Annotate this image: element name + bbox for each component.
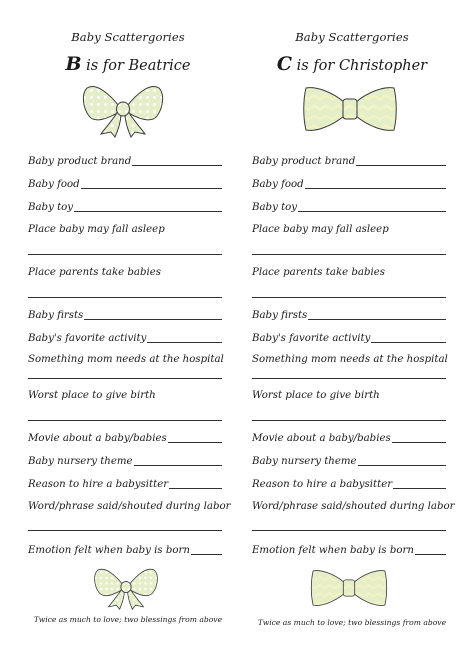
answer-line[interactable]: Baby firsts [28, 308, 222, 322]
card-beatrice [23, 0, 233, 659]
prompt-label: Worst place to give birth [252, 390, 380, 401]
card-title: Baby Scattergories [295, 30, 409, 44]
answer-line[interactable]: Baby toy [28, 200, 222, 214]
card-title: Baby Scattergories [71, 30, 185, 44]
answer-line[interactable] [252, 243, 446, 257]
answer-line[interactable]: Movie about a baby/babies [252, 431, 446, 445]
answer-line[interactable] [252, 409, 446, 423]
answer-line[interactable]: Emotion felt when baby is born [28, 543, 222, 557]
chevron-bowtie-icon [302, 82, 398, 136]
answer-line[interactable]: Baby product brand [252, 154, 446, 168]
answer-line[interactable]: Baby product brand [28, 154, 222, 168]
answer-line[interactable]: Baby food [28, 177, 222, 191]
answer-line[interactable]: Reason to hire a babysitter [28, 477, 222, 491]
polka-dot-bow-icon [81, 80, 165, 138]
card-subtitle [247, 53, 457, 75]
card-christopher [247, 0, 457, 659]
answer-line[interactable]: Baby food [252, 177, 446, 191]
answer-line[interactable] [28, 286, 222, 300]
answer-line[interactable]: Emotion felt when baby is born [252, 543, 446, 557]
card-footer: Twice as much to love; two blessings from above [33, 615, 223, 624]
answer-line[interactable]: Baby nursery theme [252, 454, 446, 468]
prompt-label: Place baby may fall asleep [28, 224, 165, 235]
letter-b: B [65, 53, 82, 75]
answer-line[interactable]: Baby's favorite activity [252, 331, 446, 345]
letter-c: C [276, 53, 293, 75]
prompt-label: Something mom needs at the hospital [252, 354, 448, 365]
answer-line[interactable]: Baby toy [252, 200, 446, 214]
answer-line[interactable] [252, 286, 446, 300]
prompt-label: Place parents take babies [28, 267, 162, 278]
prompt-label: Place parents take babies [252, 267, 386, 278]
card-footer: Twice as much to love; two blessings from above [257, 618, 447, 627]
prompt-label: Word/phrase said/shouted during labor [28, 501, 231, 512]
answer-line[interactable]: Baby nursery theme [28, 454, 222, 468]
subtitle-name: is for Christopher [292, 58, 428, 74]
answer-line[interactable] [252, 367, 446, 381]
answer-line[interactable]: Baby's favorite activity [28, 331, 222, 345]
answer-line[interactable] [28, 367, 222, 381]
polka-dot-bow-icon [91, 564, 161, 610]
answer-line[interactable] [28, 519, 222, 533]
prompt-label: Worst place to give birth [28, 390, 156, 401]
answer-line[interactable] [28, 243, 222, 257]
answer-line[interactable]: Movie about a baby/babies [28, 431, 222, 445]
prompt-label: Place baby may fall asleep [252, 224, 389, 235]
answer-line[interactable] [28, 409, 222, 423]
answer-line[interactable]: Baby firsts [252, 308, 446, 322]
answer-line[interactable] [252, 519, 446, 533]
prompt-label: Something mom needs at the hospital [28, 354, 224, 365]
chevron-bowtie-icon [307, 566, 391, 610]
prompt-label: Word/phrase said/shouted during labor [252, 501, 455, 512]
subtitle-name: is for Beatrice [81, 58, 191, 74]
answer-line[interactable]: Reason to hire a babysitter [252, 477, 446, 491]
card-subtitle [23, 53, 233, 75]
